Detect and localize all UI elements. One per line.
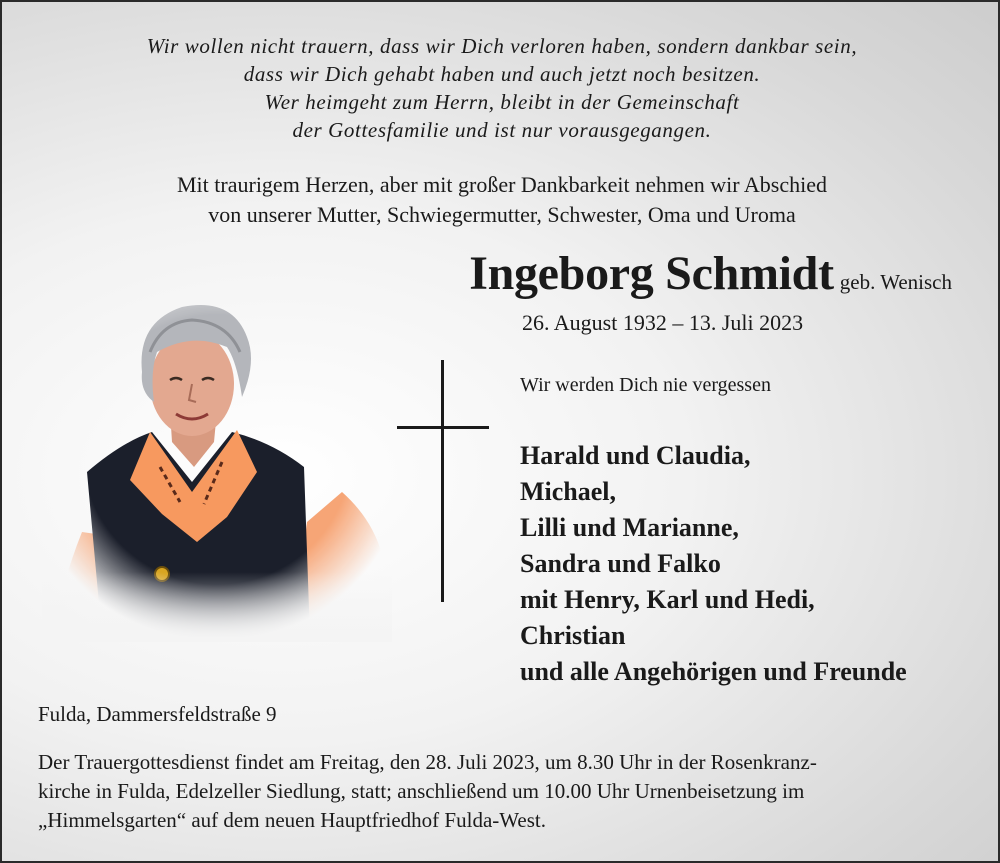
farewell-intro xyxy=(2,170,1000,230)
memorial-quote xyxy=(2,32,1000,144)
life-dates: 26. August 1932 – 13. Juli 2023 xyxy=(522,310,804,335)
intro-line: Mit traurigem Herzen, aber mit großer Dankbarkeit nehmen wir Abschied xyxy=(177,172,827,197)
intro-line: von unserer Mutter, Schwiegermutter, Schwester, Oma und Uroma xyxy=(208,202,796,227)
maiden-name: geb. Wenisch xyxy=(839,270,952,294)
portrait-photo xyxy=(42,292,392,642)
quote-line: dass wir Dich gehabt haben und auch jetzt noch besitzen. xyxy=(243,62,761,86)
deceased-name: Ingeborg Schmidt xyxy=(469,247,834,300)
mourner-line: Harald und Claudia, xyxy=(520,441,751,470)
mourner-line: und alle Angehörigen und Freunde xyxy=(520,657,907,686)
mourners-address: Fulda, Dammersfeldstraße 9 xyxy=(38,702,277,726)
cross-icon xyxy=(397,360,489,602)
funeral-service-info xyxy=(38,748,817,835)
mourner-line: Michael, xyxy=(520,477,617,506)
quote-line: Wer heimgeht zum Herrn, bleibt in der Gemeinschaft xyxy=(264,90,740,114)
mourner-line: Lilli und Marianne, xyxy=(520,513,739,542)
quote-line: der Gottesfamilie und ist nur vorausgegangen. xyxy=(292,118,712,142)
mourner-line: Christian xyxy=(520,621,626,650)
service-line: kirche in Fulda, Edelzeller Siedlung, statt; anschließend um 10.00 Uhr Urnenbeisetzung im xyxy=(38,779,805,803)
deceased-name-line xyxy=(469,246,952,301)
quote-line: Wir wollen nicht trauern, dass wir Dich verloren haben, sondern dankbar sein, xyxy=(146,34,858,58)
mourner-line: Sandra und Falko xyxy=(520,549,721,578)
mourners-list xyxy=(520,438,907,690)
service-line: „Himmelsgarten“ auf dem neuen Hauptfriedhof Fulda-West. xyxy=(38,808,546,832)
memorial-motto: Wir werden Dich nie vergessen xyxy=(520,374,771,396)
service-line: Der Trauergottesdienst findet am Freitag, den 28. Juli 2023, um 8.30 Uhr in der Rosenkranz- xyxy=(38,750,817,774)
mourner-line: mit Henry, Karl und Hedi, xyxy=(520,585,815,614)
